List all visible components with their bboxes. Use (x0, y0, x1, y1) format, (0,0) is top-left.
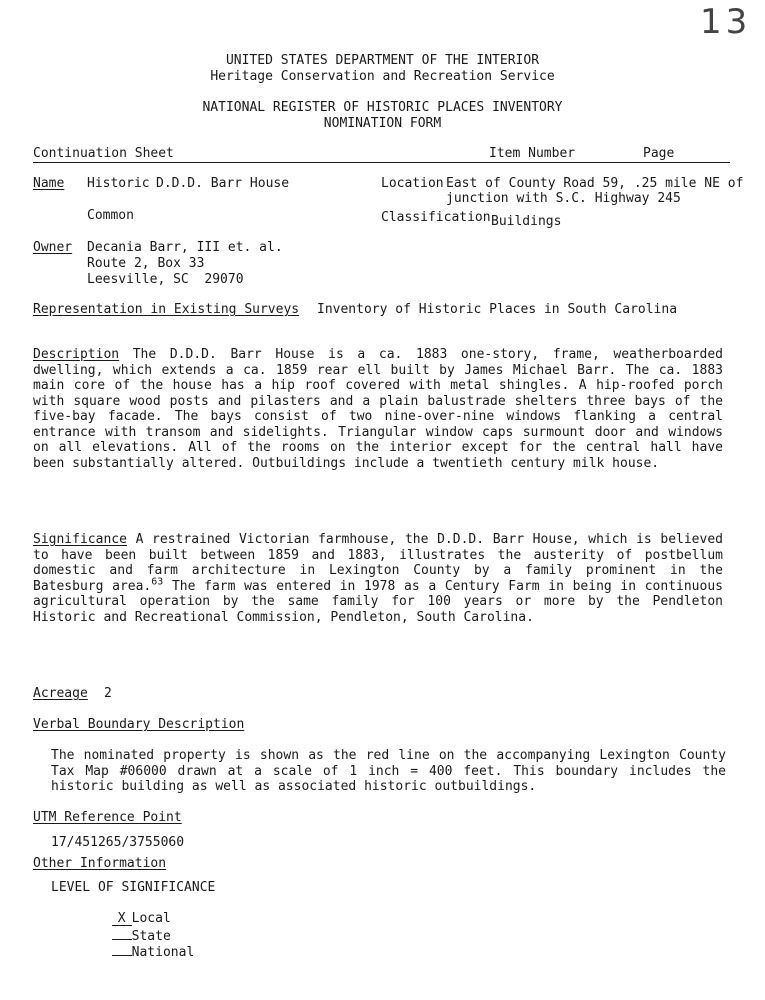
significance-block (33, 532, 723, 625)
page-number-mark: 13 (700, 2, 752, 42)
page-label: Page (643, 146, 675, 161)
owner-line1: Decania Barr, III et. al. (87, 240, 283, 255)
local-option-label: Local (131, 910, 171, 926)
significance-option-national (96, 926, 194, 960)
level-of-significance-label: LEVEL OF SIGNIFICANCE (51, 880, 216, 895)
continuation-sheet-label: Continuation Sheet (33, 146, 174, 161)
national-checkmark (112, 942, 132, 956)
location-label: Location (381, 176, 444, 191)
description-block (33, 347, 723, 471)
significance-label: Significance (33, 532, 127, 547)
owner-line3: Leesville, SC 29070 (87, 272, 244, 287)
header-form: NOMINATION FORM (323, 116, 442, 131)
significance-text-2: The farm was entered in 1978 as a Century Farm in being in continuous agricultural operation by the same family for 100 years or more by the Pendleton Historic and Recreational Commission, Pendleton, South Carolina. (33, 578, 723, 625)
owner-label: Owner (33, 240, 73, 255)
header-register: NATIONAL REGISTER OF HISTORIC PLACES INVENTORY (202, 100, 563, 115)
classification-value: Buildings (491, 214, 562, 229)
historic-value: D.D.D. Barr House (156, 176, 290, 191)
state-option-label: State (131, 928, 171, 944)
national-option-label: National (131, 944, 195, 960)
classification-label: Classification (381, 210, 491, 225)
header-dept: UNITED STATES DEPARTMENT OF THE INTERIOR (225, 53, 540, 68)
acreage-value: 2 (104, 686, 112, 701)
item-number-label: Item Number (489, 146, 576, 161)
surveys-value: Inventory of Historic Places in South Carolina (317, 302, 678, 317)
other-info-label: Other Information (33, 856, 167, 871)
significance-text: A restrained Victorian farmhouse, the D.D.D. Barr House, which is believed to have been built between 1859 and 1883, illustrates the austerity of postbellum domestic and farm architecture in Lexington County by a family prominent in the Batesburg area. (33, 532, 723, 594)
description-text: The D.D.D. Barr House is a ca. 1883 one-story, frame, weatherboarded dwelling, which extends a ca. 1859 rear ell built by James Michael Barr. The ca. 1883 main core of the house has a hip roof covered with metal shingles. A hip-roofed porch with square wood posts and pilasters and a plain balustrade shelters three bays of the five-bay facade. The bays consist of two nine-over-nine windows flanking a central entrance with transom and sidelights. Triangular window caps surmount door and windows on all elevations. All of the rooms on the interior except for the central hall have been substantially altered. Outbuildings include a twentieth century milk house. (33, 347, 724, 471)
local-checkmark: X (112, 912, 132, 926)
header-service: Heritage Conservation and Recreation Service (210, 69, 555, 84)
surveys-label: Representation in Existing Surveys (33, 302, 300, 317)
acreage-label: Acreage (33, 686, 88, 701)
description-label: Description (33, 347, 120, 362)
significance-footnote: 63 (151, 576, 164, 588)
common-label: Common (87, 208, 134, 223)
historic-label: Historic (87, 176, 150, 191)
name-label: Name (33, 176, 65, 191)
owner-line2: Route 2, Box 33 (87, 256, 205, 271)
boundary-text: The nominated property is shown as the red line on the accompanying Lexington County Tax Map #06000 drawn at a scale of 1 inch = 400 feet. This boundary includes the historic building as well as associated historic outbuildings. (51, 748, 726, 794)
location-line1: East of County Road 59, .25 mile NE of (446, 176, 744, 191)
location-line2: junction with S.C. Highway 245 (446, 191, 681, 206)
boundary-label: Verbal Boundary Description (33, 717, 245, 732)
utm-value: 17/451265/3755060 (51, 835, 185, 850)
continuation-rule (33, 162, 730, 163)
utm-label: UTM Reference Point (33, 810, 182, 825)
